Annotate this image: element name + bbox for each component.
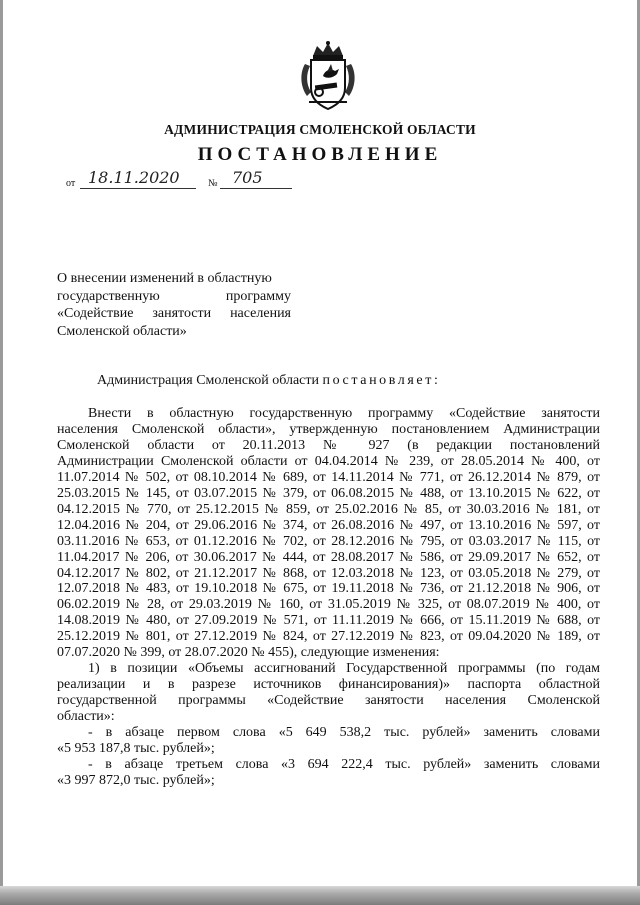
document-date-number xyxy=(66,168,326,192)
scan-edge-bottom xyxy=(0,886,640,905)
body-line: реализации и в разрезе источников финансирования)» паспорта областной xyxy=(57,677,600,693)
body-line: 12.07.2018 № 483, от 19.10.2018 № 675, от 19.11.2018 № 736, от 21.12.2018 № 906, от xyxy=(57,581,600,597)
body-line: населения Смоленской области», утвержденную постановлением Администрации xyxy=(57,421,600,437)
document-body xyxy=(57,406,600,789)
body-line: - в абзаце третьем слова «3 694 222,4 тыс. рублей» заменить словами xyxy=(88,756,600,772)
document-type-title: ПОСТАНОВЛЕНИЕ xyxy=(197,144,443,165)
body-line: 03.11.2016 № 653, от 01.12.2016 № 702, от 28.12.2016 № 795, от 03.03.2017 № 115, от xyxy=(57,533,600,549)
body-line: 07.07.2020 № 399, от 28.07.2020 № 455), следующие изменения: xyxy=(57,645,440,661)
body-line: 1) в позиции «Объемы ассигнований Государственной программы (по годам xyxy=(88,661,600,677)
subject-line: «Содействие занятости населения xyxy=(57,306,291,321)
body-line: государственной программы «Содействие занятости населения Смоленской xyxy=(57,693,600,709)
number-label: № xyxy=(208,178,218,189)
body-line: 04.12.2017 № 802, от 21.12.2017 № 868, от 12.03.2018 № 123, от 03.05.2018 № 279, от xyxy=(57,565,600,581)
preamble-verb: постановляет: xyxy=(322,373,441,388)
body-line: «3 997 872,0 тыс. рублей»; xyxy=(57,772,215,788)
body-line: 06.02.2019 № 28, от 29.03.2019 № 160, от 31.05.2019 № 325, от 08.07.2019 № 400, от xyxy=(57,597,600,613)
coat-of-arms-emblem xyxy=(297,40,359,112)
subject-line: О внесении изменений в областную xyxy=(57,271,272,286)
body-line: Внести в областную государственную программу «Содействие занятости xyxy=(88,406,600,421)
date-underline xyxy=(80,188,196,189)
handwritten-date: 18.11.2020 xyxy=(88,168,180,187)
body-line: 14.08.2019 № 480, от 27.09.2019 № 571, от 11.11.2019 № 666, от 15.11.2019 № 688, от xyxy=(57,613,600,629)
body-line: Смоленской области от 20.11.2013 № 927 (в редакции постановлений xyxy=(57,437,600,453)
body-line: 25.12.2019 № 801, от 27.12.2019 № 824, от 27.12.2019 № 823, от 09.04.2020 № 189, от xyxy=(57,629,600,645)
preamble xyxy=(97,373,440,389)
number-underline xyxy=(220,188,292,189)
body-line: 12.04.2016 № 204, от 29.06.2016 № 374, от 26.08.2016 № 497, от 13.10.2016 № 597, от xyxy=(57,517,600,533)
body-line: 11.04.2017 № 206, от 30.06.2017 № 444, от 28.08.2017 № 586, от 29.09.2017 № 652, от xyxy=(57,549,600,565)
body-line: 25.03.2015 № 145, от 03.07.2015 № 379, от 06.08.2015 № 488, от 13.10.2015 № 622, от xyxy=(57,485,600,501)
body-line: - в абзаце первом слова «5 649 538,2 тыс. рублей» заменить словами xyxy=(88,725,600,741)
document-subject xyxy=(57,270,291,340)
preamble-text: Администрация Смоленской области xyxy=(97,373,320,388)
body-line: области»: xyxy=(57,709,115,725)
date-label: от xyxy=(66,178,76,189)
scan-edge-left xyxy=(0,0,3,905)
subject-line: Смоленской области» xyxy=(57,323,187,339)
body-line: 11.07.2014 № 502, от 08.10.2014 № 689, от 14.11.2014 № 771, от 26.12.2014 № 879, от xyxy=(57,469,600,485)
body-line: Администрации Смоленской области от 04.04.2014 № 239, от 28.05.2014 № 400, от xyxy=(57,453,600,469)
subject-line: государственную программу xyxy=(57,288,291,304)
body-line: «5 953 187,8 тыс. рублей»; xyxy=(57,741,215,757)
handwritten-number: 705 xyxy=(232,168,263,187)
organization-name: АДМИНИСТРАЦИЯ СМОЛЕНСКОЙ ОБЛАСТИ xyxy=(164,122,476,137)
body-line: 04.12.2015 № 770, от 25.12.2015 № 859, от 25.02.2016 № 85, от 30.03.2016 № 181, от xyxy=(57,501,600,517)
